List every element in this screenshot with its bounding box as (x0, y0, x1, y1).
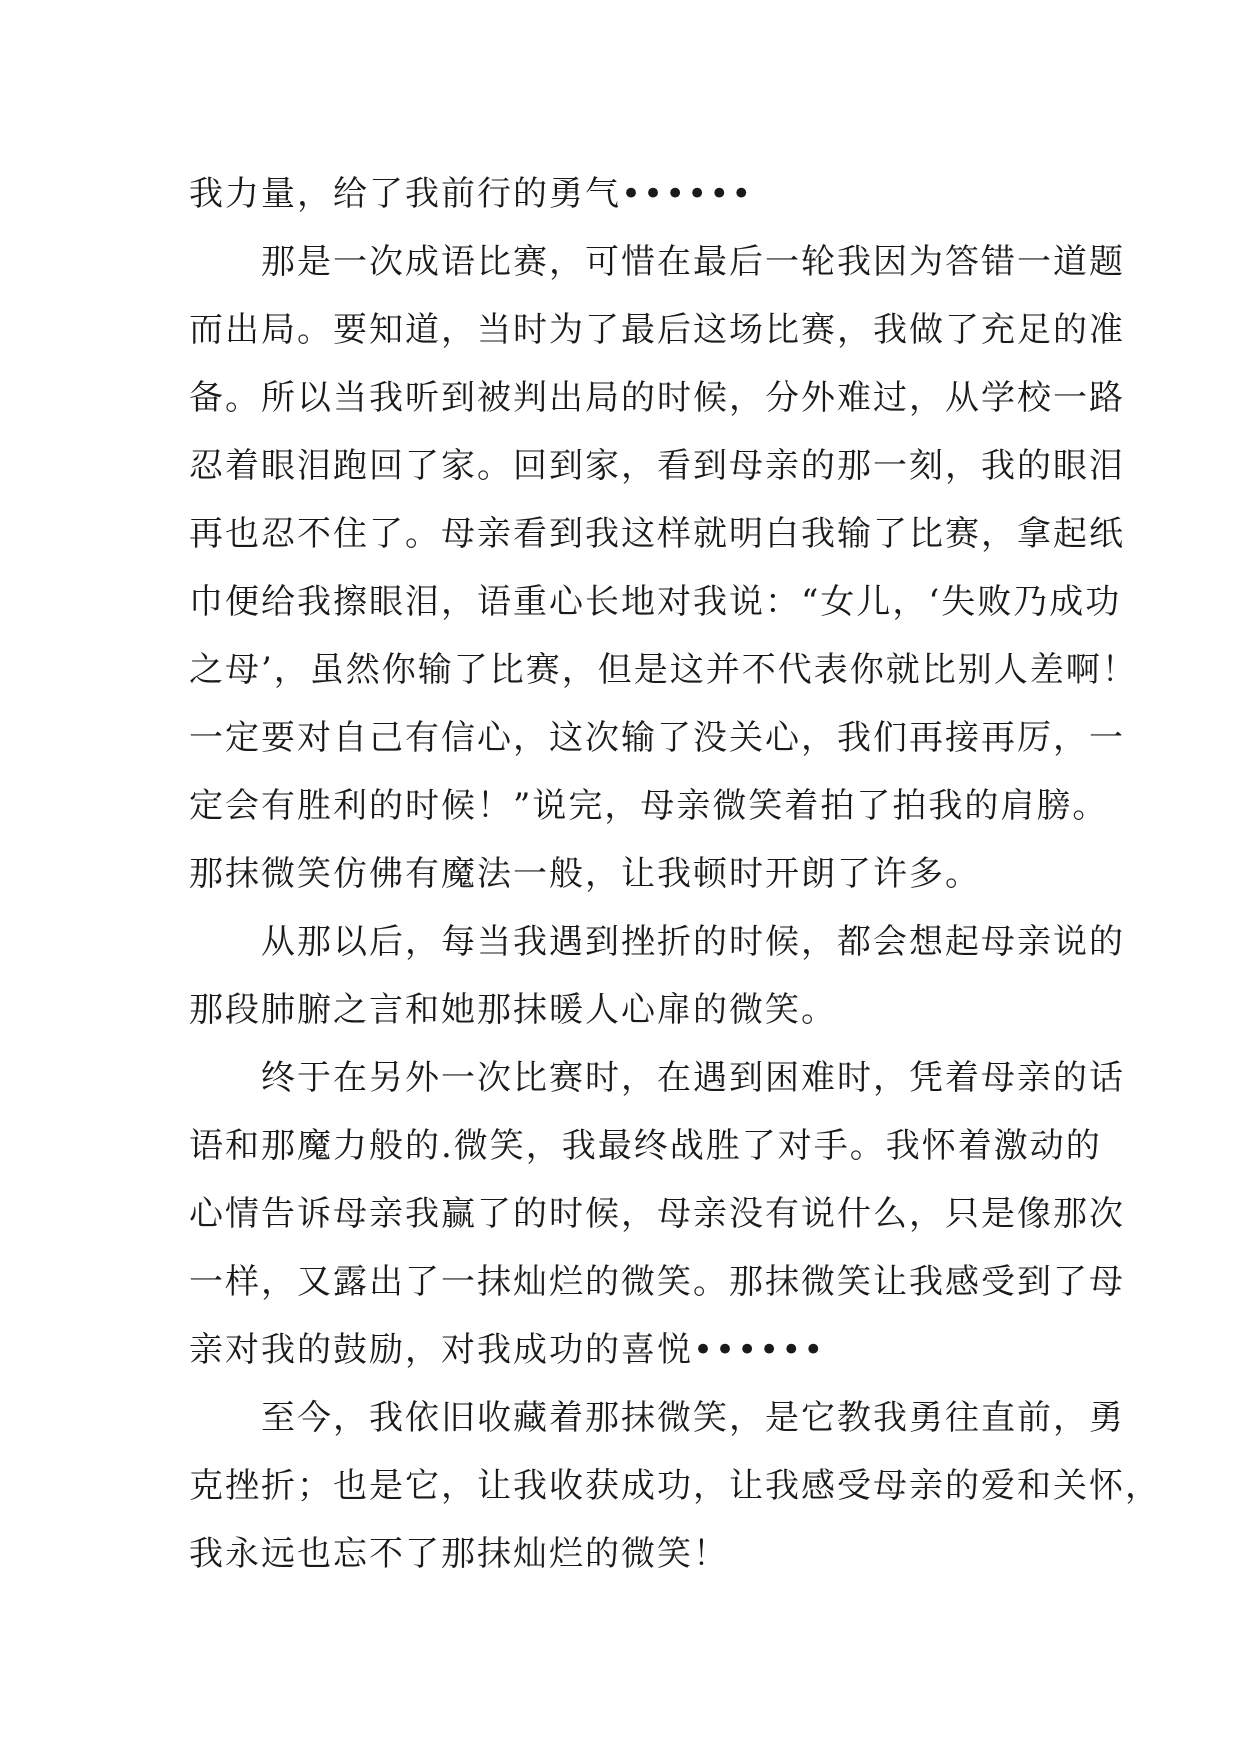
text-line: 之母’，虽然你输了比赛，但是这并不代表你就比别人差啊！ (189, 650, 1138, 690)
essay-text (189, 160, 1161, 1588)
text-line: 那是一次成语比赛，可惜在最后一轮我因为答错一道题 (189, 242, 1125, 282)
text-line: 我力量，给了我前行的勇气•••••• (189, 174, 754, 214)
text-line: 忍着眼泪跑回了家。回到家，看到母亲的那一刻，我的眼泪 (189, 446, 1125, 486)
text-line: 至今，我依旧收藏着那抹微笑，是它教我勇往直前，勇 (189, 1398, 1125, 1438)
text-line: 定会有胜利的时候！”说完，母亲微笑着拍了拍我的肩膀。 (189, 786, 1109, 826)
text-line: 而出局。要知道，当时为了最后这场比赛，我做了充足的准 (189, 310, 1125, 350)
text-line: 我永远也忘不了那抹灿烂的微笑！ (189, 1534, 729, 1574)
text-line: 克挫折；也是它，让我收获成功，让我感受母亲的爱和关怀， (189, 1466, 1161, 1506)
text-line: 再也忍不住了。母亲看到我这样就明白我输了比赛，拿起纸 (189, 514, 1125, 554)
text-line: 那抹微笑仿佛有魔法一般，让我顿时开朗了许多。 (189, 854, 981, 894)
text-line: 一样，又露出了一抹灿烂的微笑。那抹微笑让我感受到了母 (189, 1262, 1125, 1302)
text-line: 从那以后，每当我遇到挫折的时候，都会想起母亲说的 (189, 922, 1125, 962)
text-line: 备。所以当我听到被判出局的时候，分外难过，从学校一路 (189, 378, 1125, 418)
text-line: 心情告诉母亲我赢了的时候，母亲没有说什么，只是像那次 (189, 1194, 1125, 1234)
text-line: 巾便给我擦眼泪，语重心长地对我说：“女儿，‘失败乃成功 (189, 582, 1122, 622)
text-line: 终于在另外一次比赛时，在遇到困难时，凭着母亲的话 (189, 1058, 1125, 1098)
text-line: 语和那魔力般的.微笑，我最终战胜了对手。我怀着激动的 (189, 1126, 1102, 1166)
text-line: 一定要对自己有信心，这次输了没关心，我们再接再厉，一 (189, 718, 1125, 758)
text-line: 那段肺腑之言和她那抹暖人心扉的微笑。 (189, 990, 837, 1030)
text-line: 亲对我的鼓励，对我成功的喜悦•••••• (189, 1330, 826, 1370)
